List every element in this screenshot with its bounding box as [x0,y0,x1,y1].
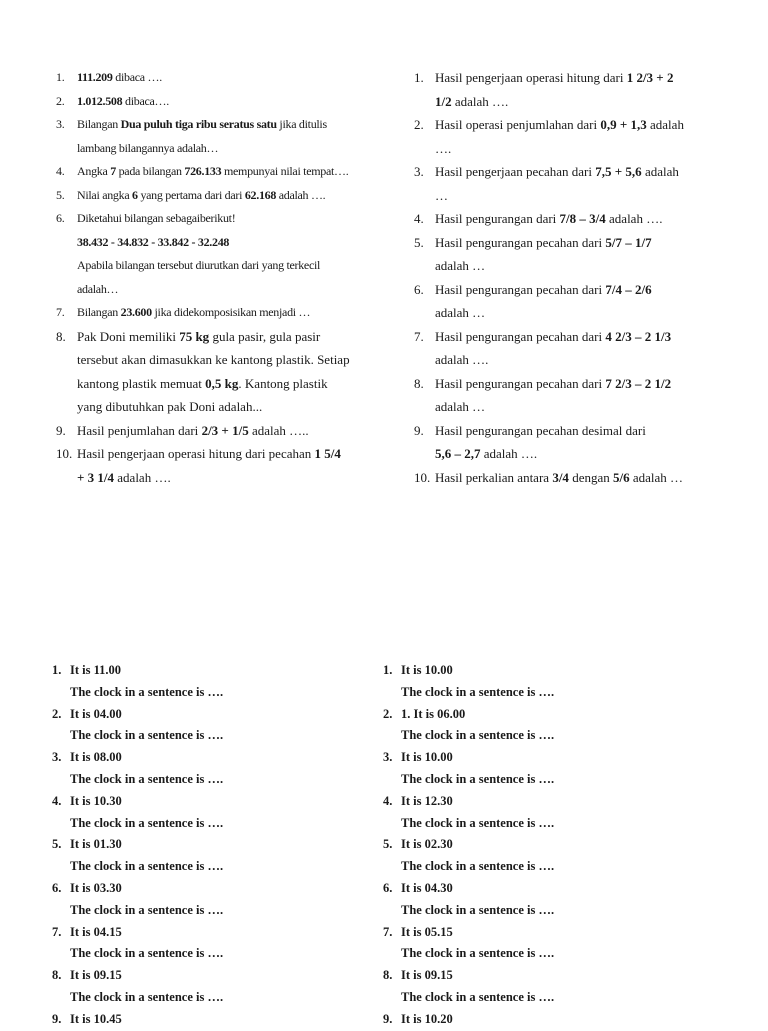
question-number: 7. [383,924,393,939]
question-item-continuation [56,372,376,396]
clock-time-text: It is 04.00 [70,706,122,721]
question-value: 4 2/3 – 2 1/3 [605,328,672,344]
clock-time-line [383,704,683,726]
question-number: 3. [383,750,393,765]
question-text: Angka [77,164,111,178]
question-text: adalah … [435,305,486,320]
question-text: dengan [568,469,613,485]
question-text: Hasil pengurangan pecahan dari [435,281,606,297]
question-number: 8. [383,968,393,983]
clock-time-line [383,878,683,900]
clock-prompt-line: The clock in a sentence is …. [70,859,224,874]
question-text: Hasil perkalian antara [435,469,553,485]
question-text: Bilangan [77,305,121,319]
clock-prompt-line: The clock in a sentence is …. [401,684,555,699]
question-value: Dua puluh tiga ribu seratus satu [120,117,277,131]
clock-question [52,747,352,791]
question-text: Hasil pengurangan pecahan dari [435,328,606,344]
question-text: adalah …. [605,211,663,226]
question-text: Hasil pengurangan pecahan dari [435,234,606,250]
question-value: 2/3 + 1/5 [201,422,249,438]
question-number: 8. [56,328,66,344]
question-text: adalah [641,164,679,179]
question-text: Hasil pengerjaan pecahan dari [435,164,596,179]
question-number: 3. [52,750,62,765]
question-number: 9. [414,422,424,438]
clock-time-line [52,1009,352,1031]
question-text: kantong plastik memuat [77,375,206,391]
question-item-continuation [414,254,714,278]
question-number: 4. [414,211,424,226]
question-item [56,160,376,184]
question-item-continuation [56,231,376,255]
question-number: 9. [52,1011,62,1026]
question-number: 2. [52,706,62,721]
clock-time-text: It is 12.30 [401,793,453,808]
question-number: 2. [56,93,65,108]
question-number: 4. [52,793,62,808]
question-text: Hasil pengurangan pecahan desimal dari [435,422,646,438]
clock-time-line [52,922,352,944]
clock-question [383,747,683,791]
clock-time-line [383,747,683,769]
question-value: 1.012.508 [77,93,123,108]
clock-questions-left [52,660,352,1031]
question-text: adalah … [629,469,684,485]
question-item [56,90,376,114]
question-item-continuation [56,466,376,490]
clock-time-line [52,704,352,726]
question-number: 10. [56,446,73,461]
clock-prompt-line: The clock in a sentence is …. [401,771,555,786]
question-text: … [435,187,448,203]
question-item-continuation [414,90,714,114]
clock-time-text: It is 09.15 [70,968,122,983]
question-item [414,325,714,349]
clock-question [383,834,683,878]
question-text: adalah … [435,399,486,414]
question-text: adalah …. [435,352,489,367]
question-number: 6. [52,880,62,895]
question-number: 5. [414,234,424,250]
question-value: 7/4 – 2/6 [605,281,652,297]
question-item [414,113,714,137]
question-text: adalah… [77,281,119,296]
clock-question [52,834,352,878]
clock-question [383,791,683,835]
question-number: 6. [414,281,424,297]
question-text: tersebut akan dimasukkan ke kantong plastik. Setiap [77,352,350,367]
clock-question [52,922,352,966]
question-item [414,66,714,90]
clock-question [383,660,683,704]
question-number: 3. [414,164,424,179]
clock-prompt-line: The clock in a sentence is …. [401,946,555,961]
question-value: 23.600 [120,305,152,319]
clock-prompt-line: The clock in a sentence is …. [401,859,555,874]
question-value: 6 [132,187,138,202]
question-number: 5. [52,837,62,852]
question-text: Hasil pengerjaan operasi hitung dari [435,70,627,85]
question-text: Bilangan [77,117,121,131]
clock-time-line [52,747,352,769]
math-questions-right [414,66,714,489]
question-text: adalah …. [451,93,509,109]
clock-time-text: It is 02.30 [401,837,453,852]
question-item-continuation [414,137,714,161]
question-number: 7. [414,328,424,344]
question-text: mempunyai nilai tempat…. [221,164,349,178]
clock-question [383,922,683,966]
question-text: pada bilangan [115,164,185,178]
question-value: 726.133 [184,164,222,178]
clock-time-line [52,878,352,900]
clock-time-text: It is 10.20 [401,1011,453,1026]
clock-question [52,965,352,1009]
question-text: Hasil operasi penjumlahan dari [435,117,601,132]
clock-time-text: It is 10.45 [70,1011,122,1026]
question-item [414,466,714,490]
question-text: dibaca…. [122,93,169,108]
clock-prompt-line: The clock in a sentence is …. [401,902,555,917]
question-number: 10. [414,469,431,485]
clock-time-text: It is 11.00 [70,663,122,677]
question-number: 1. [52,663,62,677]
clock-time-line [52,660,352,682]
question-item-continuation [414,184,714,208]
clock-time-text: 1. It is 06.00 [401,706,466,721]
clock-prompt-line: The clock in a sentence is …. [70,771,224,786]
question-number: 5. [56,187,65,202]
question-item-continuation [56,137,376,161]
question-item-continuation [56,395,376,419]
clock-prompt-line: The clock in a sentence is …. [70,684,224,699]
question-value: 0,5 kg [205,375,239,391]
clock-question [52,1009,352,1031]
clock-prompt-line: The clock in a sentence is …. [70,902,224,917]
question-item-continuation [56,348,376,372]
clock-question [52,878,352,922]
question-text: Hasil pengurangan pecahan dari [435,375,606,391]
clock-time-line [383,791,683,813]
clock-question [383,704,683,748]
question-number: 7. [52,924,62,939]
clock-question [52,791,352,835]
clock-time-line [52,791,352,813]
question-item [56,66,376,90]
clock-time-line [383,1009,683,1031]
clock-question [52,704,352,748]
question-value: 111.209 [77,70,113,84]
clock-question [383,965,683,1009]
question-text: jika didekomposisikan menjadi … [151,305,311,319]
clock-time-text: It is 01.30 [70,837,122,852]
question-number: 8. [52,968,62,983]
question-value: 7 2/3 – 2 1/2 [605,375,672,391]
question-value: 7,5 + 5,6 [595,164,642,179]
question-value: 1/2 [435,93,452,109]
question-number: 2. [414,117,424,132]
clock-question [52,660,352,704]
clock-question [383,1009,683,1031]
clock-time-line [383,660,683,682]
clock-time-line [52,834,352,856]
question-text: adalah [646,117,684,132]
question-text: adalah …. [276,187,326,202]
question-item [56,325,376,349]
question-item-continuation [414,442,714,466]
question-text: Pak Doni memiliki [77,328,180,344]
question-item [56,442,376,466]
question-value: 7/8 – 3/4 [559,211,606,226]
clock-time-text: It is 10.00 [401,750,453,765]
question-number: 4. [56,164,65,178]
question-text: …. [435,140,452,156]
question-value: 1 2/3 + 2 [626,70,674,85]
question-value: 75 kg [179,328,210,344]
question-text: jika ditulis [276,117,327,131]
question-value: 0,9 + 1,3 [600,117,647,132]
question-text: dibaca …. [112,70,162,84]
question-item [56,419,376,443]
question-number: 5. [383,837,393,852]
question-number: 7. [56,305,65,319]
clock-prompt-line: The clock in a sentence is …. [401,728,555,743]
question-item [56,113,376,137]
question-value: 7 [110,164,116,178]
question-item [414,160,714,184]
question-item [414,419,714,443]
clock-question [383,878,683,922]
question-number: 1. [383,663,393,677]
clock-time-text: It is 09.15 [401,968,453,983]
clock-time-text: It is 04.15 [70,924,122,939]
question-text: Apabila bilangan tersebut diurutkan dari yang terkecil [77,258,321,272]
question-item [414,207,714,231]
question-item [414,231,714,255]
question-number: 6. [56,211,65,225]
clock-prompt-line: The clock in a sentence is …. [70,946,224,961]
question-value: 5/6 [612,469,630,485]
question-number: 9. [383,1011,393,1026]
clock-time-text: It is 03.30 [70,880,122,895]
question-number: 4. [383,793,393,808]
clock-time-line [383,965,683,987]
question-text: yang dibutuhkan pak Doni adalah... [77,399,263,414]
question-item [56,184,376,208]
question-number: 1. [56,70,65,84]
question-number: 8. [414,375,424,391]
question-value: 3/4 [552,469,569,485]
question-text: Hasil pengerjaan operasi hitung dari pecahan [77,446,315,461]
clock-prompt-line: The clock in a sentence is …. [70,728,224,743]
question-text: yang pertama dari dari [137,187,245,202]
question-text: Nilai angka [77,187,133,202]
question-item-continuation [56,254,376,278]
clock-time-text: It is 04.30 [401,880,453,895]
question-text: Diketahui bilangan sebagaiberikut! [77,211,236,225]
question-text: adalah … [435,258,486,273]
clock-prompt-line: The clock in a sentence is …. [70,815,224,830]
question-value: + 3 1/4 [77,469,115,485]
question-item [414,372,714,396]
question-item-continuation [414,395,714,419]
question-item [414,278,714,302]
question-text: Hasil penjumlahan dari [77,422,202,438]
clock-time-line [383,834,683,856]
question-text: gula pasir, gula pasir [209,328,321,344]
question-number: 6. [383,880,393,895]
clock-questions-right [383,660,683,1031]
question-text: adalah …. [480,446,538,461]
question-item [56,207,376,231]
clock-prompt-line: The clock in a sentence is …. [401,815,555,830]
question-text: adalah …. [114,469,171,485]
question-item-continuation [56,278,376,302]
question-text: lambang bilangannya adalah… [77,140,219,155]
question-value: 1 5/4 [314,446,341,461]
clock-time-text: It is 10.30 [70,793,122,808]
clock-time-line [52,965,352,987]
question-number: 2. [383,706,393,721]
question-number: 1. [414,70,424,85]
question-item-continuation [414,348,714,372]
question-item [56,301,376,325]
clock-prompt-line: The clock in a sentence is …. [70,989,224,1004]
question-value: 5,6 – 2,7 [435,446,481,461]
clock-time-text: It is 10.00 [401,663,453,677]
question-number: 3. [56,117,65,131]
clock-prompt-line: The clock in a sentence is …. [401,989,555,1004]
question-value: 5/7 – 1/7 [605,234,652,250]
question-text: Hasil pengurangan dari [435,211,560,226]
clock-time-text: It is 05.15 [401,924,453,939]
question-number: 9. [56,422,66,438]
question-item-continuation [414,301,714,325]
question-value: 62.168 [244,187,277,202]
question-text: adalah ….. [248,422,309,438]
question-value: 38.432 - 34.832 - 33.842 - 32.248 [77,234,230,249]
clock-time-text: It is 08.00 [70,750,122,765]
question-text: . Kantong plastik [238,375,328,391]
math-questions-left [56,66,376,489]
clock-time-line [383,922,683,944]
